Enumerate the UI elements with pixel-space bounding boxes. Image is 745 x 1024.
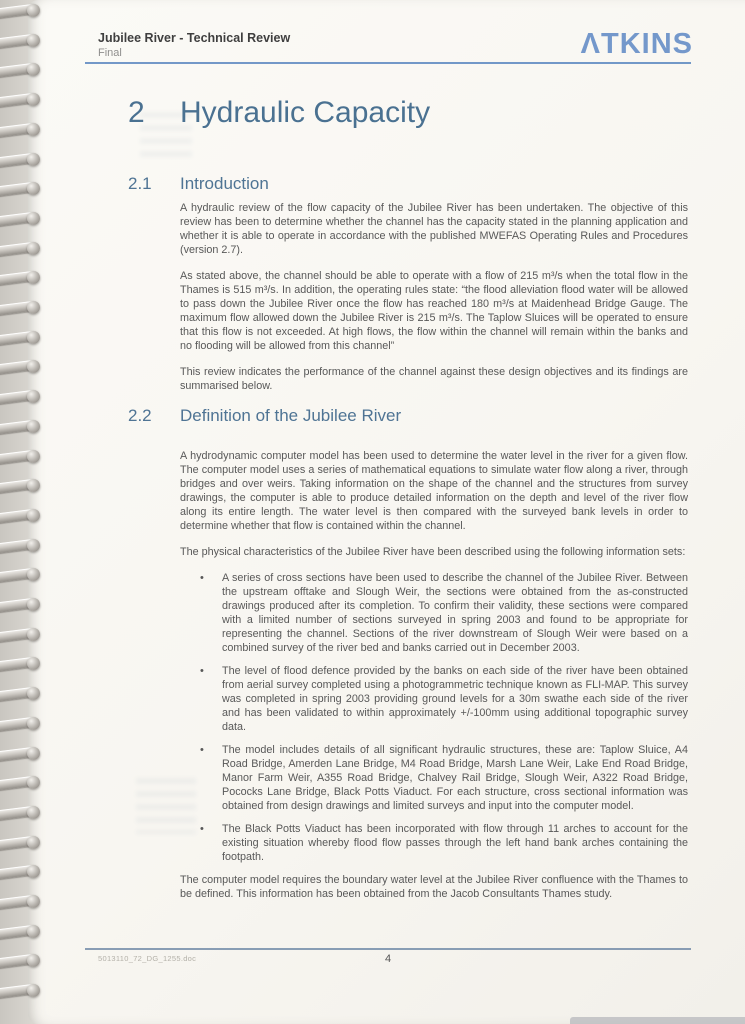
atkins-logo: ΛTKINS	[580, 28, 693, 60]
section-title: Introduction	[180, 174, 269, 193]
document-status: Final	[98, 47, 122, 59]
section-number: 2.1	[128, 174, 152, 193]
bullet-text: The model includes details of all significant hydraulic structures, these are: Taplow Sluice, A4 Road Bridge, Amerden Lane Bridge, M4 Road Bridge, Marsh Lane Weir, Lake End Road Bridge, Manor Farm Weir, A355 Road Bridge, Chalvey Rail Bridge, Slough Weir, A322 Road Bridge, Pococks Lane Bridge, Black Potts Viaduct. For each structure, cross sectional information was obtained from design drawings and limited surveys and input into the computer model.	[222, 744, 688, 812]
bullet-text: The Black Potts Viaduct has been incorporated with flow through 11 arches to account for the existing situation whereby flood flow passes through the left hand bank arches containing the footpath.	[222, 823, 688, 863]
section-heading-2	[128, 95, 688, 131]
paragraph: As stated above, the channel should be able to operate with a flow of 215 m³/s when the total flow in the Thames is 515 m³/s. In addition, the operating rules state: “the flood alleviation flood water will be allowed to pass down the Jubilee River once the flow has reached 180 m³/s at Maidenhead Bridge Gauge. The maximum flow allowed down the Jubilee River is 215 m³/s. The Taplow Sluices will be operated to ensure that this flow is not exceeded. At high flows, the flow within the channel will remain within the banks and no flooding will be allowed from this channel”	[180, 270, 688, 352]
section-heading-2-1	[128, 173, 688, 195]
footer-rule	[85, 948, 691, 950]
paragraph: A hydrodynamic computer model has been used to determine the water level in the river for a given flow. The computer model uses a series of mathematical equations to simulate water flow along a river, through bridges and over weirs. Taking information on the shape of the channel and the structures from survey drawings, the computer is able to produce detailed information on the depth and level of the river flow along its entire length. The water level is then compared with the surveyed bank levels in order to determine whether that flow is contained within the channel.	[180, 450, 688, 532]
paragraph: A hydraulic review of the flow capacity of the Jubilee River has been undertaken. The objective of this review has been to determine whether the channel has the capacity stated in the planning application and whether it is able to operate in accordance with the published MWEFAS Operating Rules and Procedures (version 2.7).	[180, 202, 688, 256]
bullet-item	[180, 822, 688, 864]
paper-sheet	[28, 0, 745, 1024]
bullet-text: A series of cross sections have been used to describe the channel of the Jubilee River. Between the upstream offtake and Slough Weir, the sections were obtained from the as-constructed drawings produced after its completion. To confirm their validity, these sections were compared with a limited number of sections surveyed in spring 2003 and found to be appropriate for representing the channel. Sections of the river downstream of Slough Weir were based on a combined survey of the river bed and banks carried out in December 2003.	[222, 572, 688, 654]
section-number: 2.2	[128, 406, 152, 425]
doc-reference: 5013110_72_DG_1255.doc	[98, 954, 197, 963]
bullet-item	[180, 571, 688, 655]
document-title: Jubilee River - Technical Review	[98, 31, 291, 45]
page-number: 4	[384, 953, 392, 965]
bullet-marker: •	[200, 823, 204, 835]
bullet-text: The level of flood defence provided by the banks on each side of the river have been obtained from aerial survey completed using a photogrammetric technique known as FLI-MAP. This survey was completed in spring 2003 providing ground levels for a 30m swathe each side of the river and has been validated to within approximately +/-100mm using additional topographic survey data.	[222, 665, 688, 733]
section-title: Hydraulic Capacity	[180, 96, 431, 129]
section-heading-2-2	[128, 405, 688, 427]
bullet-item	[180, 664, 688, 734]
bullet-marker: •	[200, 744, 204, 756]
bullet-marker: •	[200, 665, 204, 677]
bullet-list	[180, 571, 688, 864]
bullet-item	[180, 743, 688, 813]
paragraph: This review indicates the performance of the channel against these design objectives and its findings are summarised below.	[180, 366, 688, 392]
section-number: 2	[128, 96, 145, 129]
scan-edge-shadow	[570, 1017, 745, 1024]
bullet-marker: •	[200, 572, 204, 584]
paragraph: The computer model requires the boundary water level at the Jubilee River confluence with the Thames to be defined. This information has been obtained from the Jacob Consultants Thames study.	[180, 874, 688, 900]
paragraph: The physical characteristics of the Jubilee River have been described using the following information sets:	[180, 546, 686, 558]
page-content	[128, 95, 688, 913]
spiral-binding	[0, 0, 62, 1024]
section-title: Definition of the Jubilee River	[180, 406, 402, 425]
header-rule	[85, 62, 691, 64]
